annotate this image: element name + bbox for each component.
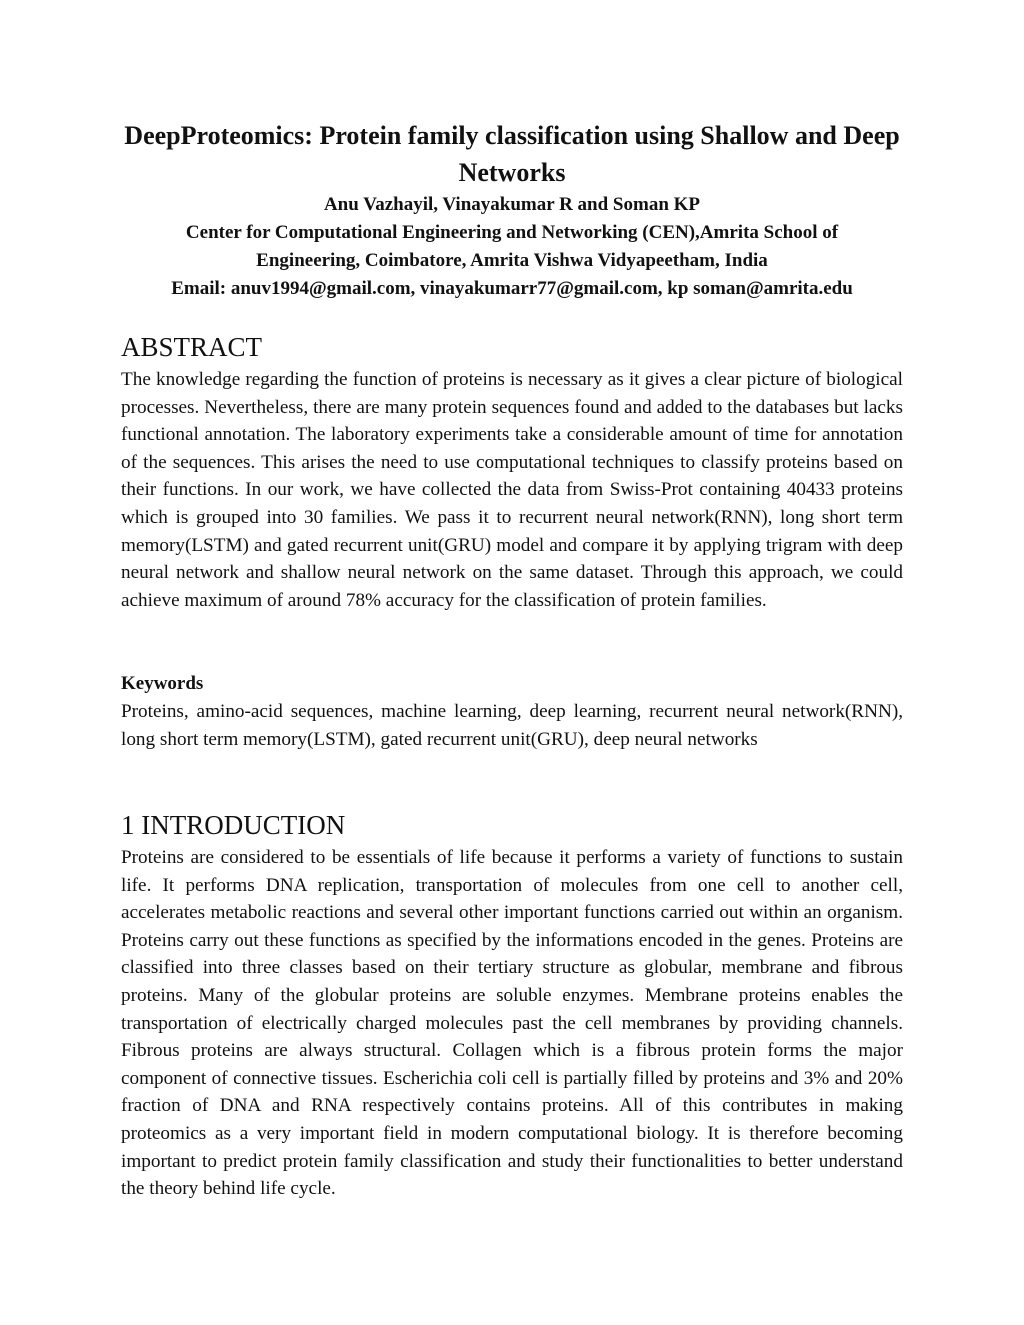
abstract-text: The knowledge regarding the function of proteins is necessary as it gives a clear picture of biological processes. Nevertheless, there are many protein sequences found and added to the databases but lacks functional annotation. The laboratory experiments take a considerable amount of time for annotation of the sequences. This arises the need to use computational techniques to classify proteins based on their functions. In our work, we have collected the data from Swiss-Prot containing 40433 proteins which is grouped into 30 families. We pass it to recurrent neural network(RNN), long short term memory(LSTM) and gated recurrent unit(GRU) model and compare it by applying trigram with deep neural network and shallow neural network on the same dataset. Through this approach, we could achieve maximum of around 78% accuracy for the classification of protein families. — [121, 369, 903, 611]
affiliation-line-1: Center for Computational Engineering and Networking (CEN),Amrita School of — [185, 222, 839, 243]
abstract-heading: ABSTRACT — [121, 332, 263, 362]
introduction-heading: 1 INTRODUCTION — [121, 810, 346, 840]
authors: Anu Vazhayil, Vinayakumar R and Soman KP — [323, 194, 701, 215]
author-emails: Email: anuv1994@gmail.com, vinayakumarr77@gmail.com, kp soman@amrita.edu — [171, 278, 853, 299]
paper-title: DeepProteomics: Protein family classification using Shallow and Deep Networks — [124, 121, 900, 187]
keywords-text: Proteins, amino-acid sequences, machine learning, deep learning, recurrent neural network(RNN), long short term memory(LSTM), gated recurrent unit(GRU), deep neural networks — [121, 701, 903, 750]
keywords-heading: Keywords — [121, 673, 204, 694]
introduction-text: Proteins are considered to be essentials of life because it performs a variety of functions to sustain life. It performs DNA replication, transportation of molecules from one cell to another cell, accelerates metabolic reactions and several other important functions carried out within an organism. Proteins carry out these functions as specified by the informations encoded in the genes. Proteins are classified into three classes based on their tertiary structure as globular, membrane and fibrous proteins. Many of the globular proteins are soluble enzymes. Membrane proteins enables the transportation of electrically charged molecules past the cell membranes by providing channels. Fibrous proteins are always structural. Collagen which is a fibrous protein forms the major component of connective tissues. Escherichia coli cell is partially filled by proteins and 3% and 20% fraction of DNA and RNA respectively contains proteins. All of this contributes in making proteomics as a very important field in modern computational biology. It is therefore becoming important to predict protein family classification and study their functionalities to better understand the theory behind life cycle. — [121, 847, 903, 1200]
affiliation-line-2: Engineering, Coimbatore, Amrita Vishwa Vidyapeetham, India — [256, 250, 768, 271]
